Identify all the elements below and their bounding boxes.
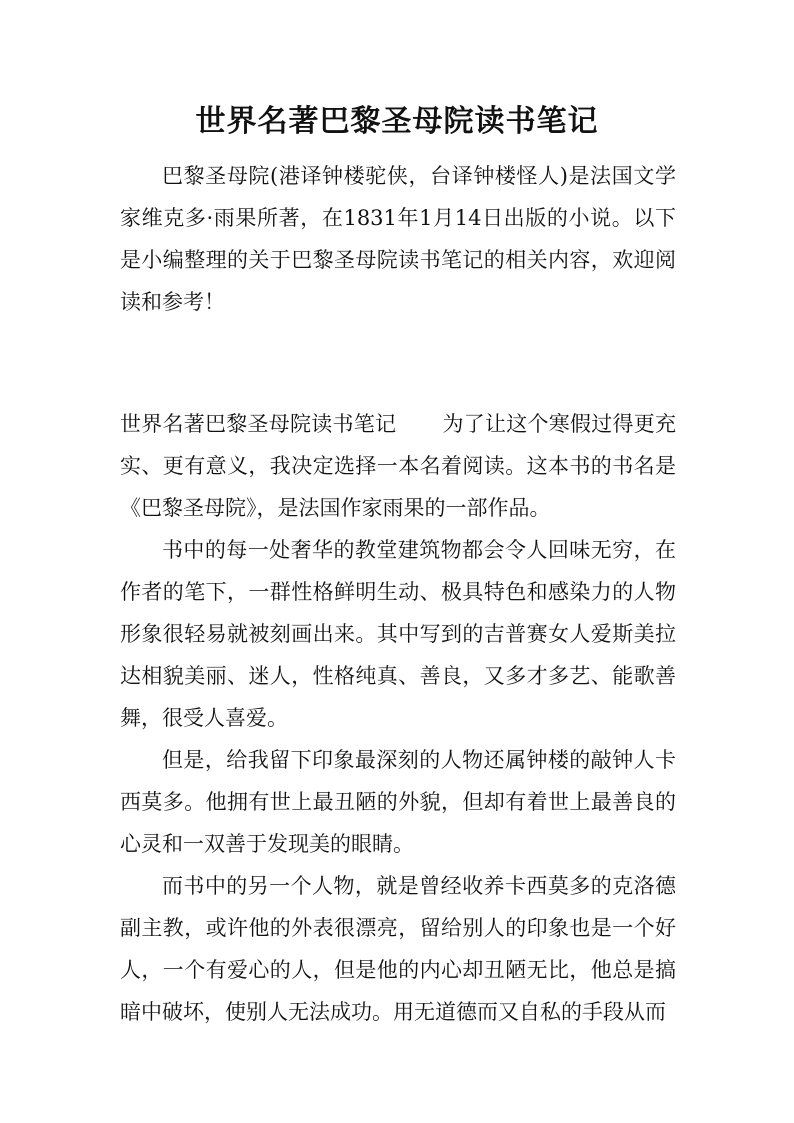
section-heading: 世界名著巴黎圣母院读书笔记 [120, 412, 397, 436]
intro-paragraph: 巴黎圣母院(港译钟楼驼侠，台译钟楼怪人)是法国文学家维克多·雨果所著，在1831年1月14日出版的小说。以下是小编整理的关于巴黎圣母院读书笔记的相关内容，欢迎阅读和参考！ [120, 164, 676, 314]
paragraph-1 [120, 403, 676, 529]
main-body [120, 403, 676, 1033]
paragraph-2: 书中的每一处奢华的教堂建筑物都会令人回味无穷，在作者的笔下，一群性格鲜明生动、极具特色和感染力的人物形象很轻易就被刻画出来。其中写到的吉普赛女人爱斯美拉达相貌美丽、迷人，性格纯真、善良，又多才多艺、能歌善舞，很受人喜爱。 [120, 538, 676, 730]
intro-block [120, 155, 676, 323]
document-title: 世界名著巴黎圣母院读书笔记 [195, 104, 599, 139]
paragraph-1-text: 为了让这个寒假过得更充实、更有意义，我决定选择一本名着阅读。这本书的书名是《巴黎圣母院》，是法国作家雨果的一部作品。 [120, 412, 676, 520]
paragraph-4: 而书中的另一个人物，就是曾经收养卡西莫多的克洛德副主教，或许他的外表很漂亮，留给别人的印象也是一个好人，一个有爱心的人，但是他的内心却丑陋无比，他总是搞暗中破坏，使别人无法成功。用无道德而又自私的手段从而 [120, 874, 676, 1024]
paragraph-3: 但是，给我留下印象最深刻的人物还属钟楼的敲钟人卡西莫多。他拥有世上最丑陋的外貌，但却有着世上最善良的心灵和一双善于发现美的眼睛。 [120, 748, 676, 856]
